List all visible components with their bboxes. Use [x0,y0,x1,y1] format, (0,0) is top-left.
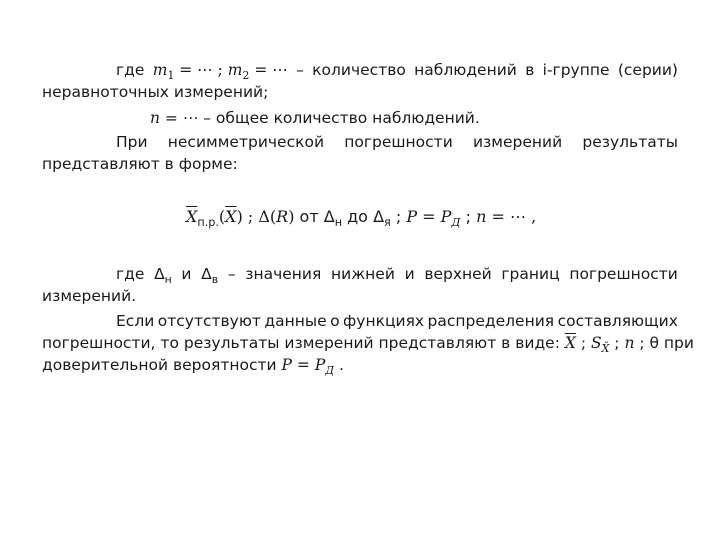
para1-line3 [42,107,678,129]
m2-symbol: m [227,61,243,79]
p4-semi-a: ; [575,334,591,352]
p2-word-2: несимметрической [167,133,325,151]
delta-n: Δ [323,207,335,226]
x-bar-symbol: $\overline{X}$ [186,207,198,226]
word-kolichestvo: количество [312,61,406,79]
para1-line1 [42,59,678,81]
p4-word-3: данные [264,312,327,330]
para1-line2: неравноточных измерений; [42,83,269,101]
paren-open: ( [218,207,226,226]
p4-s-sub: X̄ [601,341,610,355]
word-ot: от [294,207,324,226]
r-symbol: R [276,207,289,226]
semicolon-2: ; [460,207,477,226]
delta-ya: Δ [373,207,385,226]
delta-r-open: Δ( [258,207,277,226]
n-symbol-2: n [476,207,487,226]
p2-word-4: измерений [472,133,563,151]
m1-expression [153,59,288,81]
p3-word-verkhney: верхней [424,265,492,283]
m2-subscript: 2 [242,68,250,82]
delta-r-close: ) [288,207,295,226]
p4-word-7: составляющих [557,312,678,330]
p-d-symbol: P [440,207,452,226]
p4-dot: . [334,356,344,374]
semicolon: ; [390,207,407,226]
p2-word-5: результаты [582,133,678,151]
p4-p-d-symbol: P [314,356,326,374]
para4-line1 [42,310,678,332]
p4-p-symbol: P [281,356,292,374]
p3-word-i: и [181,265,192,283]
p3-word-i-2: и [404,265,415,283]
p3-delta-n: $\Delta_н$ [154,265,172,286]
para2-line2: представляют в форме: [42,155,238,173]
p4-line2-text: погрешности, то результаты измерений представляют в виде: [42,334,560,352]
p3-word-granits: границ [501,265,560,283]
p3-word-nizhney: нижней [331,265,395,283]
equals: = [417,207,441,226]
p4-x-bar: $\overline{X}$ [564,334,576,352]
m2-equals: = ⋯ [249,61,288,79]
x-subscript: п.р. [197,215,219,229]
para4-line3 [42,354,678,376]
word-igruppe: i-группе [542,61,610,79]
p4-semi-b: ; [609,334,625,352]
m1-equals: = ⋯ ; [174,61,223,79]
paren-close: ) ; [236,207,259,226]
n-symbol: n [150,109,160,127]
p4-line3-text: доверительной вероятности [42,356,277,374]
word-v: в [525,61,535,79]
formula-line [186,206,546,228]
p2-word-1: При [116,133,148,151]
n-definition: = ⋯ – общее количество наблюдений. [159,109,480,127]
p4-word-2: отсутствуют [157,312,261,330]
p4-word-1: Если [116,312,155,330]
p4-word-5: функциях [343,312,425,330]
p4-equals: = [291,356,315,374]
word-nablyudeniy: наблюдений [414,61,517,79]
p4-n-symbol: n [624,334,635,352]
p3-word-znacheniya: значения [245,265,322,283]
p3-delta-v: $\Delta_в$ [201,265,219,286]
p4-theta-pri: ; θ при [634,334,694,352]
dash: – [296,61,304,79]
m1-subscript: 1 [167,68,175,82]
word-serii: (серии) [617,61,678,79]
para3-line2: измерений. [42,287,137,305]
m1-symbol: m [152,61,168,79]
p3-word-gde: где [116,265,145,283]
word-gde: где [116,61,145,79]
x-bar-symbol-2: $\overline{X}$ [225,207,237,226]
para4-line2 [42,332,694,355]
word-do: до [342,207,374,226]
p4-s-symbol: S [591,334,602,352]
p4-word-4: о [330,312,340,330]
para3-line1 [42,263,678,285]
p2-word-3: погрешности [344,133,453,151]
p-symbol: P [406,207,418,226]
p-d-sub: Д [451,215,461,229]
delta-n-sub: н [334,215,343,229]
p3-dash: – [227,265,236,283]
p3-word-pogreshnosti: погрешности [569,265,678,283]
p4-p-d-sub: Д [325,363,335,377]
p4-word-6: распределения [427,312,555,330]
n-equals: = ⋯ , [486,207,537,226]
delta-ya-sub: я [384,215,391,229]
para2-line1 [42,131,678,153]
